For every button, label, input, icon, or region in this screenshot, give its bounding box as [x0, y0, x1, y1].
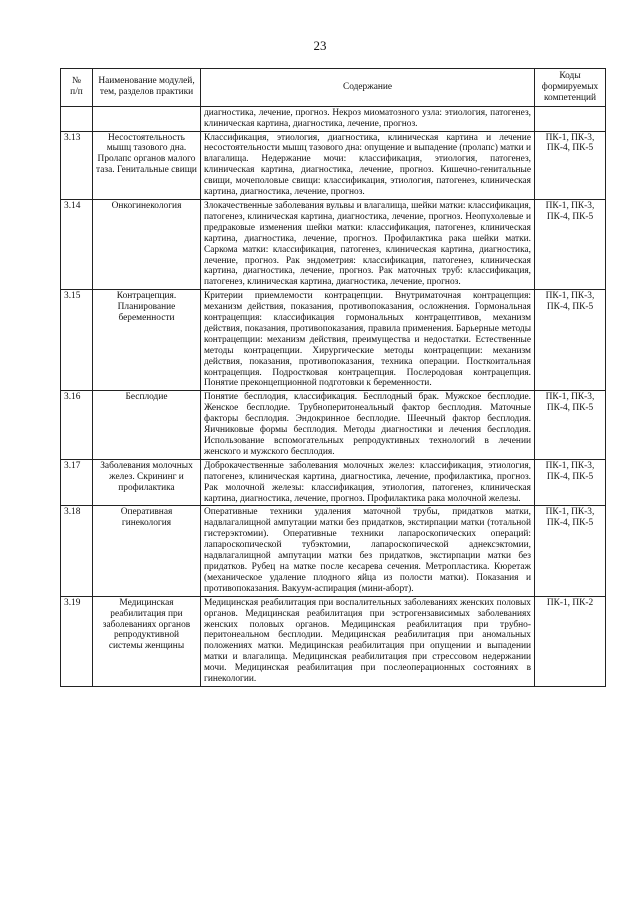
table-row — [61, 131, 606, 199]
table-row — [61, 596, 606, 686]
row-title — [93, 106, 201, 131]
row-title: Несостоятельность мышц тазового дна. Пролапс органов малого таза. Генитальные свищи — [93, 131, 201, 199]
row-content: Понятие бесплодия, классификация. Бесплодный брак. Мужское бесплодие. Женское бесплодие. Трубноперитонеальный фактор бесплодия. Маточные факторы бесплодия. Эндокринное бесплодие. Шеечный фактор бесплодия. Яичниковые формы бесплодия. Методы диагностики и лечения бесплодия. Использование вспомогательных репродуктивных технологий в лечении женского и мужского бесплодия. — [201, 391, 535, 459]
row-number: 3.19 — [61, 596, 93, 686]
row-content: Критерии приемлемости контрацепции. Внутриматочная контрацепция: механизм действия, показания, противопоказания, осложнения. Гормональная контрацепция: классификация гормональных контрацептивов, механизм действия, показания, противопоказания, правила применения. Барьерные методы контрацепции: механизм действия, преимущества и недостатки. Естественные методы контрацепции. Хирургические методы контрацепции: механизм действия, показания, противопоказания, техника операции. Посткоитальная контрацепция. Подростковая контрацепция. Послеродовая контрацепция. Понятие преконцепционной подготовки к беременности. — [201, 290, 535, 391]
table-row — [61, 391, 606, 459]
header-content: Содержание — [201, 69, 535, 107]
row-number: 3.14 — [61, 199, 93, 289]
row-title: Заболевания молочных желез. Скрининг и профилактика — [93, 459, 201, 506]
row-codes — [535, 106, 606, 131]
row-title: Медицинская реабилитация при заболеваниях органов репродуктивной системы женщины — [93, 596, 201, 686]
row-number: 3.18 — [61, 506, 93, 596]
row-codes: ПК-1, ПК-3, ПК-4, ПК-5 — [535, 290, 606, 391]
row-codes: ПК-1, ПК-3, ПК-4, ПК-5 — [535, 199, 606, 289]
row-number: 3.16 — [61, 391, 93, 459]
curriculum-table — [60, 68, 606, 687]
row-content: Медицинская реабилитация при воспалительных заболеваниях женских половых органов. Медицинская реабилитация при эстрогензависимых заболеваниях женских половых органов. Медицинская реабилитация при трубно-перитонеальном бесплодии. Медицинская реабилитация при аномальных положениях матки. Медицинская реабилитация при опущении и выпадении матки и влагалища. Медицинская реабилитация при стрессовом недержании мочи. Медицинская реабилитация при послеоперационных состояниях в гинекологии. — [201, 596, 535, 686]
header-codes: Коды формируемых компетенций — [535, 69, 606, 107]
row-number: 3.13 — [61, 131, 93, 199]
row-title: Контрацепция. Планирование беременности — [93, 290, 201, 391]
table-row — [61, 459, 606, 506]
row-title: Оперативная гинекология — [93, 506, 201, 596]
table-row — [61, 106, 606, 131]
row-number: 3.15 — [61, 290, 93, 391]
row-codes: ПК-1, ПК-3, ПК-4, ПК-5 — [535, 391, 606, 459]
row-number: 3.17 — [61, 459, 93, 506]
row-number — [61, 106, 93, 131]
row-codes: ПК-1, ПК-3, ПК-4, ПК-5 — [535, 459, 606, 506]
header-title: Наименование модулей, тем, разделов практики — [93, 69, 201, 107]
row-codes: ПК-1, ПК-3, ПК-4, ПК-5 — [535, 506, 606, 596]
table-row — [61, 290, 606, 391]
row-content: диагностика, лечение, прогноз. Некроз миоматозного узла: этиология, патогенез, клиническая картина, диагностика, лечение, прогноз. — [201, 106, 535, 131]
row-content: Оперативные техники удаления маточной трубы, придатков матки, надвлагалищной ампутации матки без придатков, экстирпации матки (тотальной гистерэктомии). Оперативные техники лапароскопических операций: лапароскопической тубэктомии, лапароскопической аднексэктомии, надвлагалищной ампутации матки без придатков, экстирпации матки без придатков. Рубец на матке после кесарева сечения. Метропластика. Кюретаж (механическое удаление плодного яйца из полости матки). Показания и противопоказания. Вакуум-аспирация (мини-аборт). — [201, 506, 535, 596]
row-content: Доброкачественные заболевания молочных желез: классификация, этиология, патогенез, клиническая картина, диагностика, лечение, профилактика, прогноз. Рак молочной железы: классификация, этиология, патогенез, клиническая картина, диагностика, лечение, прогноз. Профилактика рака молочной железы. — [201, 459, 535, 506]
row-codes: ПК-1, ПК-3, ПК-4, ПК-5 — [535, 131, 606, 199]
row-content: Злокачественные заболевания вульвы и влагалища, шейки матки: классификация, патогенез, клиническая картина, диагностика, лечение, прогноз. Неопухолевые и предраковые изменения шейки матки: классификация, патогенез, клиническая картина, диагностика, лечение, прогноз. Профилактика рака шейки матки. Саркома матки: классификация, патогенез, клиническая картина, диагностика, лечение, прогноз. Рак эндометрия: классификация, патогенез, клиническая картина, диагностика, лечение, прогноз. Рак маточных труб: классификация, патогенез, клиническая картина, диагностика, лечение, прогноз. — [201, 199, 535, 289]
header-num: № п/п — [61, 69, 93, 107]
table-row — [61, 506, 606, 596]
row-title: Онкогинекология — [93, 199, 201, 289]
row-content: Классификация, этиология, диагностика, клиническая картина и лечение несостоятельности мышц тазового дна: опущение и выпадение (пролапс) матки и влагалища. Недержание мочи: классификация, этиология, патогенез, клиническая картина, диагностика, лечение, прогноз. Кишечно-генитальные свищи, мочеполовые свищи: классификация, этиология, патогенез, клиническая картина, диагностика, лечение, прогноз. — [201, 131, 535, 199]
row-codes: ПК-1, ПК-2 — [535, 596, 606, 686]
row-title: Бесплодие — [93, 391, 201, 459]
table-header-row — [61, 69, 606, 107]
table-row — [61, 199, 606, 289]
page-number: 23 — [313, 38, 327, 53]
